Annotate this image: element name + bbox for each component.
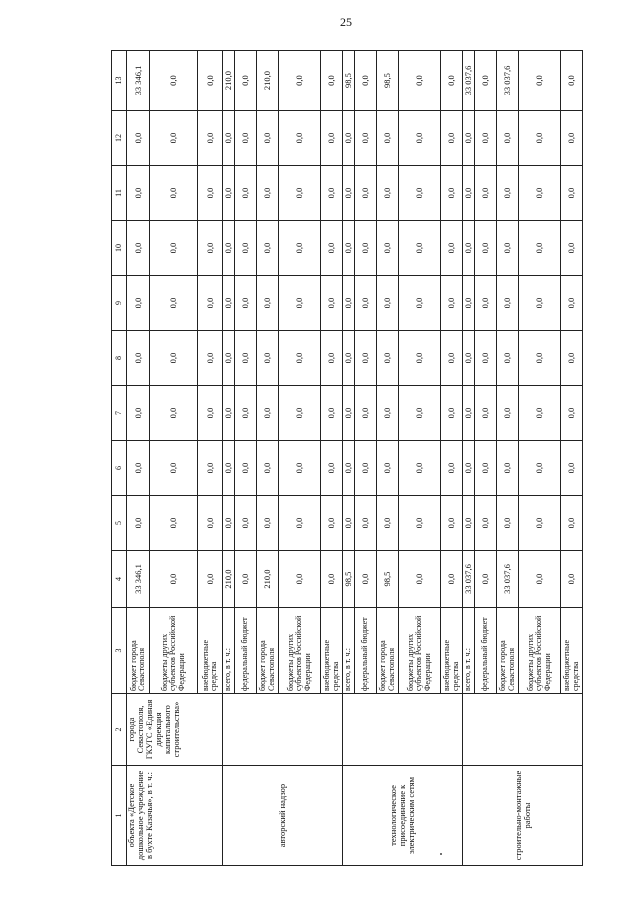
- value-cell: 0,0: [399, 441, 441, 496]
- value-cell: 0,0: [497, 221, 519, 276]
- value-cell: 0,0: [497, 386, 519, 441]
- budget-table: [111, 50, 583, 866]
- value-cell: 0,0: [223, 111, 235, 166]
- value-cell: 0,0: [377, 221, 399, 276]
- value-cell: 0,0: [343, 111, 355, 166]
- value-cell: 0,0: [441, 111, 463, 166]
- value-cell: 0,0: [519, 51, 561, 111]
- value-cell: 0,0: [463, 111, 475, 166]
- value-cell: 0,0: [257, 111, 279, 166]
- value-cell: 0,0: [355, 111, 377, 166]
- value-cell: 0,0: [561, 331, 583, 386]
- value-cell: 0,0: [343, 221, 355, 276]
- value-cell: 0,0: [321, 166, 343, 221]
- value-cell: 0,0: [321, 441, 343, 496]
- value-cell: 0,0: [497, 276, 519, 331]
- value-cell: 0,0: [235, 331, 257, 386]
- value-cell: 0,0: [399, 51, 441, 111]
- value-cell: 0,0: [321, 551, 343, 608]
- value-cell: 0,0: [198, 386, 223, 441]
- value-cell: 0,0: [497, 166, 519, 221]
- value-cell: 0,0: [343, 276, 355, 331]
- funding-source-cell: федеральный бюджет: [235, 608, 257, 694]
- value-cell: 0,0: [399, 386, 441, 441]
- value-cell: 0,0: [198, 551, 223, 608]
- value-cell: 0,0: [223, 496, 235, 551]
- funding-source-cell: бюджеты других субъектов Российской Федерации: [150, 608, 198, 694]
- value-cell: 0,0: [561, 221, 583, 276]
- value-cell: 0,0: [235, 496, 257, 551]
- value-cell: 0,0: [279, 51, 321, 111]
- value-cell: 0,0: [475, 496, 497, 551]
- value-cell: 0,0: [475, 51, 497, 111]
- value-cell: 0,0: [377, 331, 399, 386]
- value-cell: 0,0: [223, 221, 235, 276]
- executor-cell: [463, 694, 583, 766]
- value-cell: 0,0: [519, 111, 561, 166]
- value-cell: 0,0: [355, 551, 377, 608]
- value-cell: 0,0: [150, 386, 198, 441]
- value-cell: 0,0: [441, 221, 463, 276]
- funding-source-cell: бюджеты других субъектов Российской Федерации: [519, 608, 561, 694]
- table-row: [463, 51, 475, 866]
- value-cell: 0,0: [279, 331, 321, 386]
- value-cell: 0,0: [399, 221, 441, 276]
- value-cell: 0,0: [321, 331, 343, 386]
- value-cell: 0,0: [127, 221, 150, 276]
- value-cell: 0,0: [198, 51, 223, 111]
- value-cell: 0,0: [235, 51, 257, 111]
- column-header: 3: [112, 608, 127, 694]
- value-cell: 0,0: [463, 331, 475, 386]
- value-cell: 0,0: [441, 166, 463, 221]
- value-cell: 0,0: [519, 441, 561, 496]
- value-cell: 0,0: [377, 166, 399, 221]
- table-row: [127, 51, 150, 866]
- value-cell: 0,0: [399, 166, 441, 221]
- value-cell: 0,0: [235, 221, 257, 276]
- value-cell: 0,0: [475, 221, 497, 276]
- value-cell: 0,0: [223, 331, 235, 386]
- value-cell: 210,0: [257, 551, 279, 608]
- column-header: 7: [112, 386, 127, 441]
- value-cell: 0,0: [257, 441, 279, 496]
- value-cell: 0,0: [235, 111, 257, 166]
- value-cell: 0,0: [150, 166, 198, 221]
- value-cell: 0,0: [198, 441, 223, 496]
- value-cell: 0,0: [561, 386, 583, 441]
- value-cell: 0,0: [561, 276, 583, 331]
- value-cell: 0,0: [441, 496, 463, 551]
- value-cell: 0,0: [150, 221, 198, 276]
- value-cell: 0,0: [475, 276, 497, 331]
- value-cell: 210,0: [223, 51, 235, 111]
- funding-source-cell: внебюджетные средства: [561, 608, 583, 694]
- object-name-cell: авторский надзор: [223, 766, 343, 866]
- value-cell: 0,0: [235, 166, 257, 221]
- value-cell: 0,0: [343, 331, 355, 386]
- value-cell: 98,5: [343, 51, 355, 111]
- value-cell: 0,0: [198, 496, 223, 551]
- object-name-cell: объекта «Детское дошкольное учреждение в бухте Казачья», в т. ч.:: [127, 766, 223, 866]
- value-cell: 0,0: [377, 111, 399, 166]
- value-cell: 0,0: [355, 166, 377, 221]
- value-cell: 0,0: [355, 441, 377, 496]
- value-cell: 0,0: [279, 276, 321, 331]
- value-cell: 0,0: [343, 496, 355, 551]
- value-cell: 0,0: [497, 441, 519, 496]
- value-cell: 0,0: [223, 166, 235, 221]
- value-cell: 0,0: [198, 166, 223, 221]
- value-cell: 0,0: [561, 51, 583, 111]
- value-cell: 98,5: [377, 551, 399, 608]
- value-cell: 0,0: [355, 386, 377, 441]
- value-cell: 0,0: [441, 331, 463, 386]
- funding-source-cell: федеральный бюджет: [355, 608, 377, 694]
- value-cell: 0,0: [519, 166, 561, 221]
- value-cell: 33 346,1: [127, 551, 150, 608]
- funding-source-cell: всего, в т. ч.:: [223, 608, 235, 694]
- value-cell: 0,0: [127, 276, 150, 331]
- value-cell: 0,0: [475, 386, 497, 441]
- funding-source-cell: бюджет города Севастополя: [377, 608, 399, 694]
- value-cell: 0,0: [235, 551, 257, 608]
- value-cell: 0,0: [475, 166, 497, 221]
- scan-speck: [440, 853, 442, 855]
- value-cell: 0,0: [150, 276, 198, 331]
- value-cell: 0,0: [321, 51, 343, 111]
- value-cell: 0,0: [279, 551, 321, 608]
- column-header: 9: [112, 276, 127, 331]
- value-cell: 0,0: [463, 441, 475, 496]
- value-cell: 0,0: [223, 276, 235, 331]
- value-cell: 0,0: [441, 386, 463, 441]
- value-cell: 0,0: [355, 51, 377, 111]
- funding-source-cell: внебюджетные средства: [321, 608, 343, 694]
- funding-source-cell: бюджет города Севастополя: [257, 608, 279, 694]
- value-cell: 0,0: [463, 276, 475, 331]
- value-cell: 210,0: [257, 51, 279, 111]
- value-cell: 0,0: [519, 496, 561, 551]
- value-cell: 0,0: [561, 166, 583, 221]
- object-name-cell: строительно-монтажные работы: [463, 766, 583, 866]
- column-header: 12: [112, 111, 127, 166]
- value-cell: 0,0: [321, 221, 343, 276]
- value-cell: 0,0: [463, 496, 475, 551]
- executor-cell: города Севастополя, ГКУГС «Единая дирекция капитального строительства»: [127, 694, 223, 766]
- value-cell: 0,0: [198, 221, 223, 276]
- value-cell: 0,0: [441, 441, 463, 496]
- value-cell: 0,0: [321, 111, 343, 166]
- value-cell: 0,0: [561, 111, 583, 166]
- value-cell: 0,0: [519, 221, 561, 276]
- value-cell: 0,0: [198, 331, 223, 386]
- value-cell: 98,5: [377, 51, 399, 111]
- column-header: 5: [112, 496, 127, 551]
- value-cell: 0,0: [223, 441, 235, 496]
- executor-cell: [223, 694, 343, 766]
- value-cell: 0,0: [321, 386, 343, 441]
- value-cell: 33 346,1: [127, 51, 150, 111]
- value-cell: 98,5: [343, 551, 355, 608]
- value-cell: 0,0: [257, 221, 279, 276]
- value-cell: 33 037,6: [497, 551, 519, 608]
- value-cell: 0,0: [257, 276, 279, 331]
- table-row: [223, 51, 235, 866]
- value-cell: 0,0: [497, 331, 519, 386]
- value-cell: 0,0: [441, 51, 463, 111]
- value-cell: 0,0: [127, 331, 150, 386]
- column-header: 13: [112, 51, 127, 111]
- value-cell: 0,0: [399, 276, 441, 331]
- value-cell: 0,0: [399, 331, 441, 386]
- value-cell: 0,0: [127, 166, 150, 221]
- column-header: 1: [112, 766, 127, 866]
- value-cell: 0,0: [519, 331, 561, 386]
- value-cell: 0,0: [377, 276, 399, 331]
- value-cell: 0,0: [279, 221, 321, 276]
- object-name-cell: технологическое присоединение к электрическим сетям: [343, 766, 463, 866]
- value-cell: 0,0: [150, 111, 198, 166]
- value-cell: 0,0: [561, 496, 583, 551]
- value-cell: 0,0: [519, 551, 561, 608]
- value-cell: 0,0: [475, 331, 497, 386]
- value-cell: 0,0: [257, 386, 279, 441]
- value-cell: 0,0: [463, 221, 475, 276]
- value-cell: 0,0: [475, 441, 497, 496]
- column-header-row: [112, 51, 127, 866]
- value-cell: 0,0: [441, 276, 463, 331]
- value-cell: 0,0: [279, 111, 321, 166]
- value-cell: 0,0: [235, 441, 257, 496]
- value-cell: 33 037,6: [463, 551, 475, 608]
- value-cell: 0,0: [257, 496, 279, 551]
- value-cell: 0,0: [519, 276, 561, 331]
- funding-source-cell: всего, в т. ч.:: [343, 608, 355, 694]
- column-header: 2: [112, 694, 127, 766]
- value-cell: 0,0: [235, 386, 257, 441]
- value-cell: 0,0: [279, 496, 321, 551]
- value-cell: 0,0: [127, 111, 150, 166]
- table-row: [343, 51, 355, 866]
- column-header: 10: [112, 221, 127, 276]
- value-cell: 0,0: [475, 551, 497, 608]
- value-cell: 0,0: [257, 166, 279, 221]
- funding-source-cell: бюджеты других субъектов Российской Федерации: [399, 608, 441, 694]
- value-cell: 0,0: [355, 276, 377, 331]
- value-cell: 0,0: [279, 166, 321, 221]
- value-cell: 0,0: [561, 441, 583, 496]
- value-cell: 0,0: [150, 51, 198, 111]
- value-cell: 0,0: [343, 166, 355, 221]
- executor-cell: [343, 694, 463, 766]
- value-cell: 0,0: [257, 331, 279, 386]
- funding-source-cell: всего, в т. ч.:: [463, 608, 475, 694]
- value-cell: 0,0: [150, 551, 198, 608]
- value-cell: 0,0: [377, 441, 399, 496]
- value-cell: 0,0: [198, 276, 223, 331]
- value-cell: 0,0: [223, 386, 235, 441]
- value-cell: 0,0: [561, 551, 583, 608]
- funding-source-cell: бюджеты других субъектов Российской Федерации: [279, 608, 321, 694]
- funding-source-cell: бюджет города Севастополя: [127, 608, 150, 694]
- value-cell: 0,0: [150, 441, 198, 496]
- value-cell: 0,0: [497, 496, 519, 551]
- page-number: 25: [340, 15, 352, 29]
- column-header: 4: [112, 551, 127, 608]
- value-cell: 0,0: [377, 386, 399, 441]
- value-cell: 0,0: [355, 331, 377, 386]
- value-cell: 0,0: [475, 111, 497, 166]
- value-cell: 0,0: [463, 386, 475, 441]
- value-cell: 0,0: [519, 386, 561, 441]
- value-cell: 0,0: [355, 221, 377, 276]
- value-cell: 33 037,6: [463, 51, 475, 111]
- value-cell: 0,0: [127, 496, 150, 551]
- value-cell: 0,0: [441, 551, 463, 608]
- column-header: 8: [112, 331, 127, 386]
- value-cell: 0,0: [127, 386, 150, 441]
- value-cell: 0,0: [399, 496, 441, 551]
- value-cell: 0,0: [150, 331, 198, 386]
- value-cell: 0,0: [279, 441, 321, 496]
- value-cell: 0,0: [343, 386, 355, 441]
- value-cell: 0,0: [377, 496, 399, 551]
- funding-source-cell: федеральный бюджет: [475, 608, 497, 694]
- value-cell: 0,0: [399, 551, 441, 608]
- value-cell: 33 037,6: [497, 51, 519, 111]
- value-cell: 0,0: [463, 166, 475, 221]
- table-body: [127, 51, 583, 866]
- value-cell: 0,0: [235, 276, 257, 331]
- value-cell: 0,0: [355, 496, 377, 551]
- funding-source-cell: бюджет города Севастополя: [497, 608, 519, 694]
- value-cell: 0,0: [399, 111, 441, 166]
- funding-source-cell: внебюджетные средства: [441, 608, 463, 694]
- value-cell: 0,0: [321, 276, 343, 331]
- value-cell: 0,0: [497, 111, 519, 166]
- value-cell: 0,0: [198, 111, 223, 166]
- value-cell: 0,0: [343, 441, 355, 496]
- value-cell: 0,0: [127, 441, 150, 496]
- value-cell: 0,0: [321, 496, 343, 551]
- funding-source-cell: внебюджетные средства: [198, 608, 223, 694]
- value-cell: 0,0: [279, 386, 321, 441]
- value-cell: 210,0: [223, 551, 235, 608]
- column-header: 6: [112, 441, 127, 496]
- value-cell: 0,0: [150, 496, 198, 551]
- budget-table-rotated: [111, 51, 580, 866]
- column-header: 11: [112, 166, 127, 221]
